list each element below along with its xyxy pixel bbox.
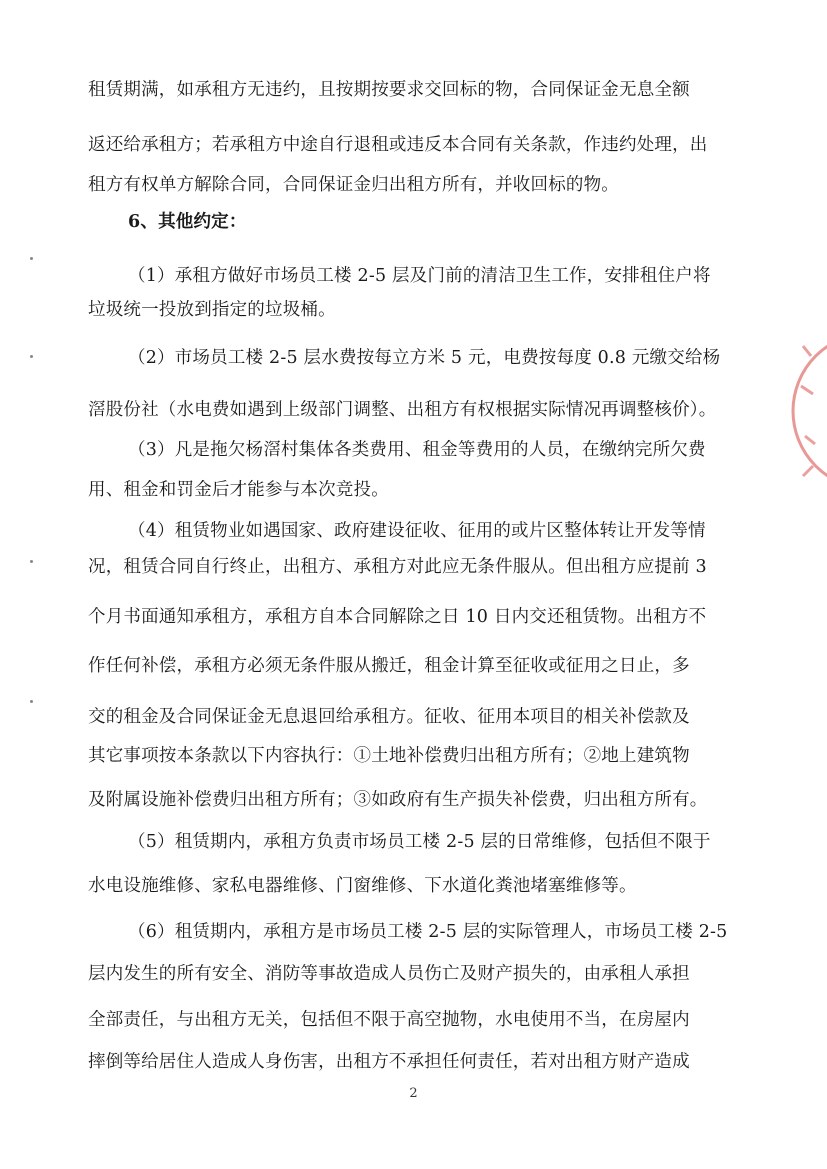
paragraph-line: 租方有权单方解除合同，合同保证金归出租方所有，并收回标的物。 [88,175,619,195]
paragraph-line: 租赁期满，如承租方无违约，且按期按要求交回标的物，合同保证金无息全额 [88,80,690,100]
paragraph-line: 返还给承租方；若承租方中途自行退租或违反本合同有关条款，作违约处理，出 [88,135,708,155]
paragraph-line: 作任何补偿，承租方必须无条件服从搬迁，租金计算至征收或征用之日止，多 [88,656,690,676]
paragraph-line: 摔倒等给居住人造成人身伤害，出租方不承担任何责任，若对出租方财产造成 [88,1052,690,1072]
paragraph-line: 层内发生的所有安全、消防等事故造成人员伤亡及财产损失的，由承租人承担 [88,964,690,984]
scan-dot [30,355,33,358]
paragraph-line: （3）凡是拖欠杨滘村集体各类费用、租金等费用的人员，在缴纳完所欠费 [128,440,706,460]
paragraph-line: 其它事项按本条款以下内容执行：①土地补偿费归出租方所有；②地上建筑物 [88,746,690,766]
paragraph-line: 交的租金及合同保证金无息退回给承租方。征收、征用本项目的相关补偿款及 [88,707,690,727]
scan-dot [30,257,33,260]
paragraph-line: （6）租赁期内，承租方是市场员工楼 2-5 层的实际管理人，市场员工楼 2-5 [128,922,728,942]
paragraph-line: 滘股份社（水电费如遇到上级部门调整、出租方有权根据实际情况再调整核价）。 [88,400,717,420]
paragraph-line: （5）租赁期内，承租方负责市场员工楼 2-5 层的日常维修，包括但不限于 [128,832,711,852]
paragraph-line: 及附属设施补偿费归出租方所有；③如政府有生产损失补偿费，归出租方所有。 [88,790,708,810]
paragraph-line: （2）市场员工楼 2-5 层水费按每立方米 5 元，电费按每度 0.8 元缴交给杨 [128,348,721,368]
paragraph-line: 水电设施维修、家私电器维修、门窗维修、下水道化粪池堵塞维修等。 [88,876,637,896]
paragraph-line: 用、租金和罚金后才能参与本次竞投。 [88,480,389,500]
paragraph-line: 个月书面通知承租方，承租方自本合同解除之日 10 日内交还租赁物。出租方不 [88,607,707,627]
section-heading: 6、其他约定： [128,212,247,232]
scan-dot [30,700,33,703]
seal-stamp-fragment [791,316,827,506]
paragraph-line: 况，租赁合同自行终止，出租方、承租方对此应无条件服从。但出租方应提前 3 [88,557,707,577]
paragraph-line: （1）承租方做好市场员工楼 2-5 层及门前的清洁卫生工作，安排租住户将 [128,266,711,286]
paragraph-line: 垃圾统一投放到指定的垃圾桶。 [88,300,336,320]
page-number: 2 [409,1086,418,1101]
scan-dot [30,560,33,563]
paragraph-line: 全部责任，与出租方无关，包括但不限于高空抛物，水电使用不当，在房屋内 [88,1010,690,1030]
paragraph-line: （4）租赁物业如遇国家、政府建设征收、征用的或片区整体转让开发等情 [128,521,706,541]
